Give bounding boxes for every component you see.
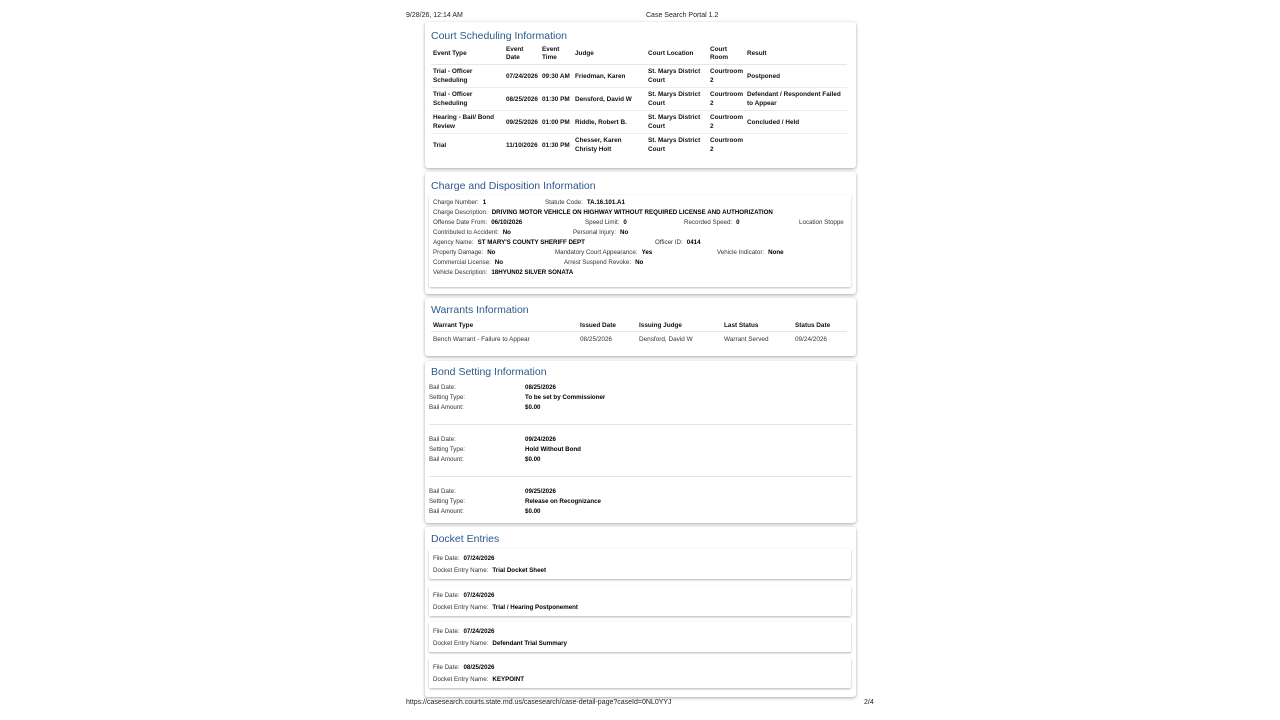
agency-name-value: ST MARY'S COUNTY SHERIFF DEPT: [477, 239, 585, 246]
table-cell: Densford, David W: [573, 88, 646, 111]
table-cell: Friedman, Karen: [573, 65, 646, 88]
charge-disposition-panel: [425, 172, 856, 294]
table-cell: [745, 134, 847, 157]
charge-number-value: 1: [482, 199, 487, 206]
table-cell: Trial: [433, 141, 447, 149]
table-cell: Concluded / Held: [745, 111, 847, 134]
offense-date-value: 06/10/2026: [491, 219, 523, 226]
column-header: Status Date: [793, 320, 847, 332]
column-header: Issuing Judge: [637, 320, 722, 332]
location-stopped-field: Location Stoppe: [799, 219, 844, 226]
personal-injury-value: No: [620, 229, 629, 236]
table-cell: St. Marys District Court: [646, 88, 708, 111]
contributed-accident-field: Contributed to Accident: No: [433, 229, 511, 236]
table-cell: Courtroom 2: [710, 137, 744, 153]
file-date-value: 07/24/2026: [463, 592, 495, 599]
court-scheduling-table: [431, 44, 847, 156]
table-row: [431, 111, 847, 134]
charge-description-field: Charge Description: DRIVING MOTOR VEHICLE ON HIGHWAY WITHOUT REQUIRED LICENSE AND AUTHORIZATION: [433, 209, 773, 216]
table-cell: 11/10/2026: [506, 141, 538, 149]
table-cell: 01:30 PM: [540, 88, 573, 111]
docket-entry-name-value: Trial Docket Sheet: [492, 567, 547, 574]
table-header-row: [431, 44, 847, 65]
bail-date-label: Bail Date:: [429, 384, 456, 391]
vehicle-indicator-field: Vehicle Indicator: None: [717, 249, 784, 256]
bail-amount-value: $0.00: [525, 456, 541, 463]
table-cell: St. Marys District Court: [646, 111, 708, 134]
docket-entries-panel: [425, 527, 856, 697]
statute-code-field: Statute Code: TA.16.101.A1: [545, 199, 625, 206]
bond-setting-title: Bond Setting Information: [431, 366, 547, 378]
docket-entry-name-field: Docket Entry Name: KEYPOINT: [433, 676, 525, 683]
table-cell: Courtroom 2: [708, 111, 745, 134]
table-cell: Bench Warrant - Failure to Appear: [433, 336, 530, 343]
warrants-table: [431, 320, 847, 347]
table-cell: Warrant Served: [724, 336, 769, 343]
vehicle-description-value: 18HYUN02 SILVER SONATA: [491, 269, 574, 276]
table-cell: 09:30 AM: [540, 65, 573, 88]
print-title: Case Search Portal 1.2: [646, 12, 719, 19]
table-row: [431, 88, 847, 111]
property-damage-value: No: [487, 249, 496, 256]
bond-divider: [429, 424, 852, 425]
column-header: Warrant Type: [431, 320, 578, 332]
table-cell: Defendant / Respondent Failed to Appear: [745, 88, 847, 111]
docket-entry-name-value: Trial / Hearing Postponement: [492, 604, 578, 611]
docket-entry-name-value: Defendant Trial Summary: [492, 640, 567, 647]
bail-date-value: 08/25/2026: [525, 384, 556, 391]
table-cell: 08/25/2026: [580, 336, 612, 343]
bail-amount-label: Bail Amount:: [429, 508, 464, 515]
docket-entry-card: [429, 586, 851, 616]
docket-entry-card: [429, 622, 851, 652]
docket-entries-title: Docket Entries: [431, 533, 500, 545]
bail-date-value: 09/24/2026: [525, 436, 556, 443]
setting-type-label: Setting Type:: [429, 394, 466, 401]
print-datetime: 9/28/26, 12:14 AM: [406, 12, 463, 19]
table-cell: 07/24/2026: [504, 65, 540, 88]
table-cell: 01:30 PM: [542, 141, 570, 149]
setting-type-label: Setting Type:: [429, 498, 466, 505]
speed-limit-value: 0: [623, 219, 627, 226]
file-date-field: File Date: 07/24/2026: [433, 628, 495, 635]
mandatory-appearance-value: Yes: [641, 249, 653, 256]
personal-injury-field: Personal Injury: No: [573, 229, 629, 236]
docket-entry-name-field: Docket Entry Name: Trial / Hearing Postponement: [433, 604, 578, 611]
file-date-field: File Date: 07/24/2026: [433, 555, 495, 562]
speed-limit-field: Speed Limit: 0: [585, 219, 627, 226]
file-date-field: File Date: 07/24/2026: [433, 592, 495, 599]
charge-disposition-title: Charge and Disposition Information: [431, 180, 596, 192]
bail-date-value: 09/25/2026: [525, 488, 556, 495]
officer-id-field: Officer ID: 0414: [655, 239, 701, 246]
table-cell: Densford, David W: [639, 336, 693, 343]
bond-divider: [429, 476, 852, 477]
docket-entry-card: [429, 549, 851, 579]
table-cell: Postponed: [745, 65, 847, 88]
column-header: Judge: [573, 44, 646, 65]
file-date-value: 07/24/2026: [463, 628, 495, 635]
table-row: [431, 134, 847, 157]
table-cell: 09/25/2026: [504, 111, 540, 134]
property-damage-field: Property Damage: No: [433, 249, 496, 256]
column-header: Court Room: [708, 44, 745, 65]
mandatory-appearance-field: Mandatory Court Appearance: Yes: [555, 249, 653, 256]
table-cell: 09/24/2026: [795, 336, 827, 343]
warrants-panel: [425, 298, 856, 356]
arrest-suspend-revoke-field: Arrest Suspend Revoke: No: [564, 259, 644, 266]
statute-code-value: TA.16.101.A1: [586, 199, 625, 206]
warrants-title: Warrants Information: [431, 304, 529, 316]
column-header: Event Date: [504, 44, 540, 65]
table-row: [431, 65, 847, 88]
charge-number-field: Charge Number: 1: [433, 199, 487, 206]
docket-entry-name-value: KEYPOINT: [492, 676, 525, 683]
docket-entry-name-field: Docket Entry Name: Defendant Trial Summary: [433, 640, 567, 647]
table-cell: Riddle, Robert B.: [573, 111, 646, 134]
vehicle-description-field: Vehicle Description: 18HYUN02 SILVER SONATA: [433, 269, 574, 276]
bail-amount-value: $0.00: [525, 508, 541, 515]
commercial-license-field: Commercial License: No: [433, 259, 504, 266]
bail-date-label: Bail Date:: [429, 436, 456, 443]
setting-type-label: Setting Type:: [429, 446, 466, 453]
file-date-value: 07/24/2026: [463, 555, 495, 562]
bail-amount-label: Bail Amount:: [429, 404, 464, 411]
table-cell: Trial - Officer Scheduling: [431, 88, 504, 111]
bail-amount-value: $0.00: [525, 404, 541, 411]
table-row: [431, 332, 847, 348]
setting-type-value: Release on Recognizance: [525, 498, 601, 505]
court-scheduling-panel: [425, 22, 856, 168]
column-header: Court Location: [646, 44, 708, 65]
docket-entry-card: [429, 658, 851, 688]
file-date-field: File Date: 08/25/2026: [433, 664, 495, 671]
table-cell: 08/25/2026: [504, 88, 540, 111]
arrest-suspend-revoke-value: No: [635, 259, 644, 266]
setting-type-value: Hold Without Bond: [525, 446, 581, 453]
bond-setting-panel: [425, 361, 856, 523]
print-page-number: 2/4: [864, 699, 874, 706]
column-header: Last Status: [722, 320, 793, 332]
table-cell: Hearing - Bail/ Bond Review: [431, 111, 504, 134]
bail-date-label: Bail Date:: [429, 488, 456, 495]
table-cell: Trial - Officer Scheduling: [431, 65, 504, 88]
column-header: Event Type: [431, 44, 504, 65]
charge-description-value: DRIVING MOTOR VEHICLE ON HIGHWAY WITHOUT REQUIRED LICENSE AND AUTHORIZATION: [491, 209, 773, 216]
table-cell: St. Marys District Court: [648, 137, 701, 153]
column-header: Event Time: [540, 44, 573, 65]
column-header: Issued Date: [578, 320, 637, 332]
table-cell: Chesser, Karen Christy Holt: [575, 137, 622, 153]
recorded-speed-value: 0: [736, 219, 740, 226]
vehicle-indicator-value: None: [768, 249, 784, 256]
setting-type-value: To be set by Commissioner: [525, 394, 606, 401]
print-url: https://casesearch.courts.state.md.us/casesearch/case-detail-page?caseId=0NL0YYJ: [406, 699, 672, 706]
agency-name-field: Agency Name: ST MARY'S COUNTY SHERIFF DEPT: [433, 239, 585, 246]
officer-id-value: 0414: [686, 239, 701, 246]
file-date-value: 08/25/2026: [463, 664, 495, 671]
table-cell: 01:00 PM: [540, 111, 573, 134]
charge-details-card: [429, 195, 851, 287]
table-header-row: [431, 320, 847, 332]
recorded-speed-field: Recorded Speed: 0: [684, 219, 740, 226]
bail-amount-label: Bail Amount:: [429, 456, 464, 463]
court-scheduling-title: Court Scheduling Information: [431, 30, 567, 42]
table-cell: Courtroom 2: [708, 65, 745, 88]
column-header: Result: [745, 44, 847, 65]
table-cell: St. Marys District Court: [646, 65, 708, 88]
commercial-license-value: No: [494, 259, 504, 266]
table-cell: Courtroom 2: [708, 88, 745, 111]
contributed-accident-value: No: [502, 229, 511, 236]
docket-entry-name-field: Docket Entry Name: Trial Docket Sheet: [433, 567, 547, 574]
offense-date-field: Offense Date From: 06/10/2026: [433, 219, 523, 226]
